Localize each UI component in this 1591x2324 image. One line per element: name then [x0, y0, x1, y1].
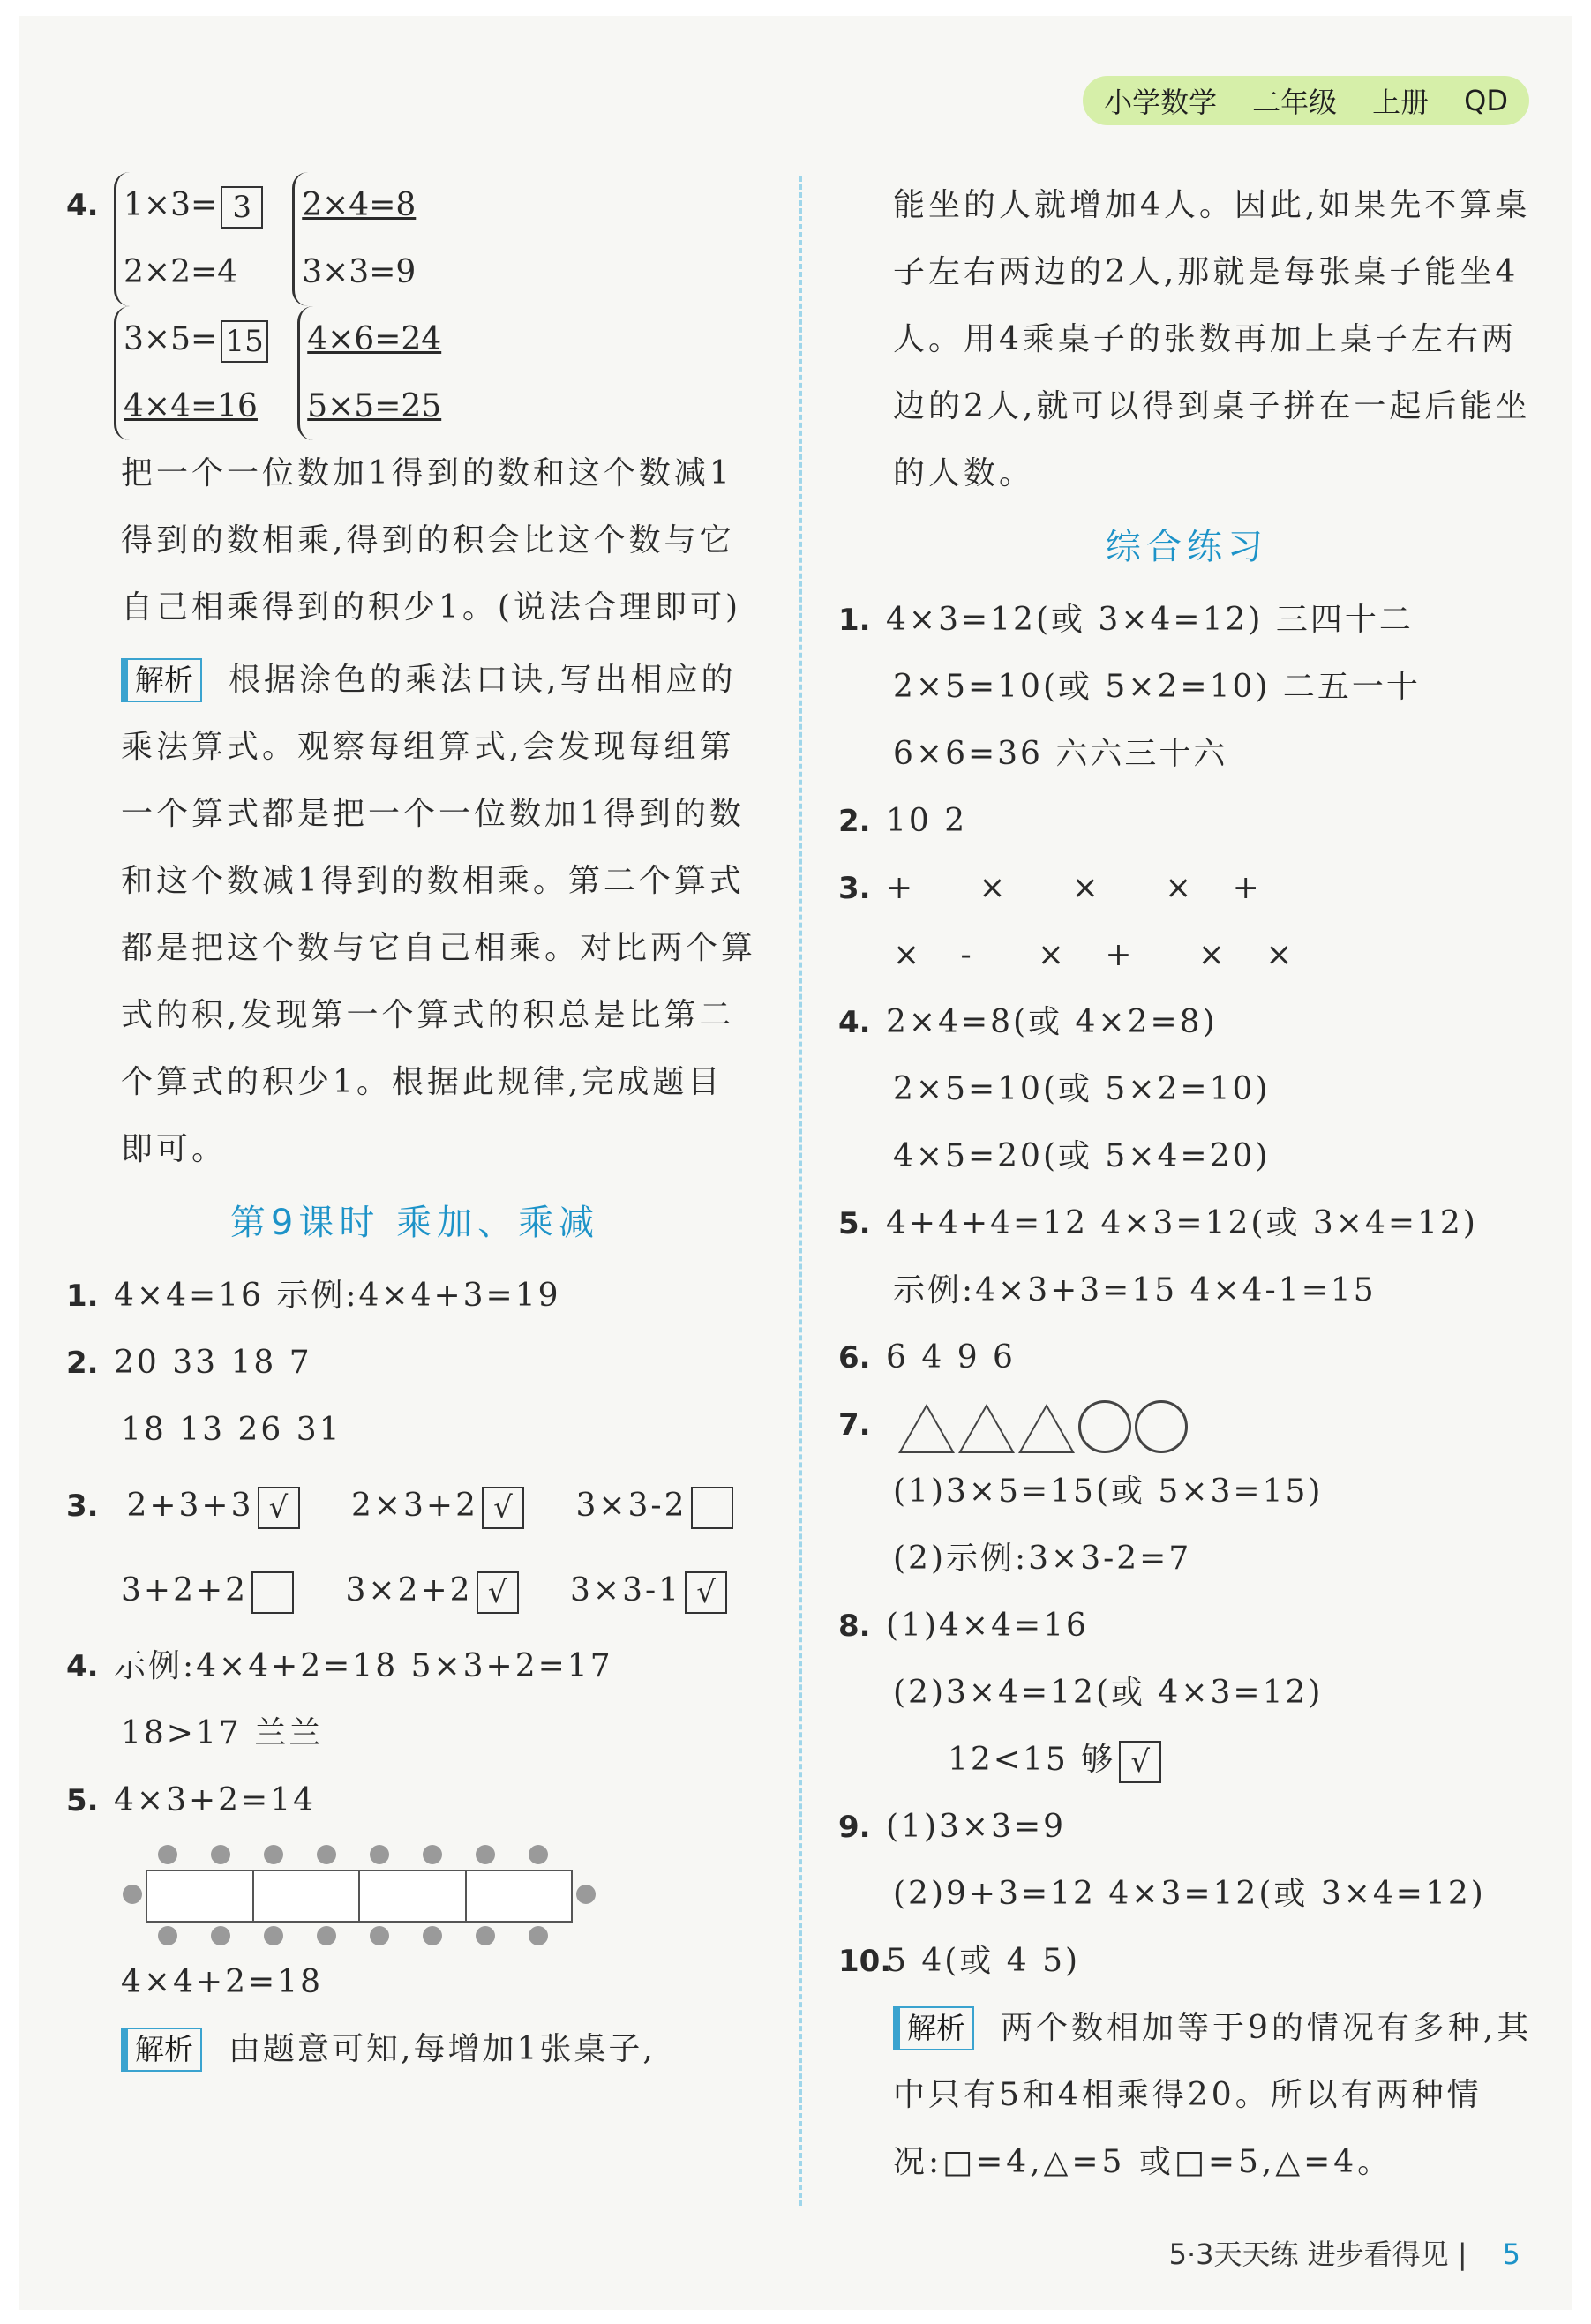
review-q7-line2: (2)示例:3×3-2=7 — [893, 1541, 1192, 1577]
seat-icon — [423, 1926, 442, 1945]
question-4-brackets — [66, 172, 763, 440]
seat-icon — [529, 1926, 548, 1945]
seat-icon — [370, 1926, 389, 1945]
analysis-tag: 解析 — [893, 2006, 974, 2050]
bracket-group-4: $\frac{4\times 6=24}{5\times 5=25}$ — [297, 306, 441, 440]
section-title-lesson9: 第9课时 乘加、乘减 — [229, 1203, 600, 1243]
review-q1: 1. 4×3=12(或 3×4=12) 三四十二 — [838, 602, 1414, 638]
review-q4: 4. 2×4=8(或 4×2=8) — [838, 1004, 1218, 1040]
question-number: 4. — [66, 188, 99, 223]
review-q10: 10.5 4(或 4 5) — [838, 1943, 1081, 1979]
review-q8-line3: 12<15 够 √ — [838, 1727, 1535, 1794]
footer-brand: 5·3天天练 进步看得见 | — [1168, 2238, 1467, 2271]
review-q3: 3. + × × × + — [838, 870, 1262, 906]
check-box: √ — [1119, 1741, 1161, 1783]
section-title-review: 综合练习 — [1106, 527, 1268, 567]
lesson9-q4: 4. 示例:4×4+2=18 5×3+2=17 — [66, 1648, 613, 1684]
seat-icon — [476, 1845, 495, 1864]
circle-icon — [1078, 1400, 1131, 1453]
seat-icon — [476, 1926, 495, 1945]
review-q7-line1: (1)3×5=15(或 5×3=15) — [893, 1473, 1324, 1510]
bracket-group-2: $\frac{2\times 4=8}{3\times 3=9}$ — [292, 172, 416, 306]
review-q4-line2: 2×5=10(或 5×2=10) — [893, 1071, 1271, 1107]
review-q5-line2: 示例:4×3+3=15 4×4-1=15 — [893, 1272, 1377, 1308]
check-box: √ — [482, 1487, 524, 1529]
edition-label: QD — [1464, 84, 1508, 117]
seat-icon — [529, 1845, 548, 1864]
check-box: √ — [685, 1571, 727, 1614]
review-q6: 6. 6 4 9 6 — [838, 1339, 1016, 1376]
review-q1-line2: 2×5=10(或 5×2=10) 二五一十 — [893, 669, 1421, 705]
lesson9-q5-row2: 4×4+2=18 — [121, 1964, 324, 2000]
header-banner — [1083, 76, 1529, 125]
circle-icon — [1135, 1400, 1188, 1453]
joined-tables — [146, 1870, 573, 1923]
shapes-figure — [898, 1400, 1188, 1453]
seat-icon — [317, 1845, 336, 1864]
page-footer — [1169, 2232, 1520, 2273]
review-q8-line2: (2)3×4=12(或 4×3=12) — [893, 1675, 1324, 1711]
seat-icon — [576, 1885, 596, 1904]
answer-box: 15 — [221, 320, 268, 363]
triangle-icon — [1018, 1404, 1075, 1453]
analysis-block-2: 解析 由题意可知,每增加1张桌子, — [66, 2016, 763, 2083]
seat-icon — [123, 1885, 142, 1904]
review-q3-line2: × - × + × × — [893, 937, 1295, 973]
seat-icon — [158, 1845, 177, 1864]
lesson9-q1: 1. 4×4=16 示例:4×4+3=19 — [66, 1278, 561, 1314]
analysis-block-3: 解析 两个数相加等于9的情况有多种,其中只有5和4相乘得20。所以有两种情况:□=4,△=5 或□=5,△=4。 — [893, 1995, 1537, 2196]
analysis-tag: 解析 — [121, 658, 202, 702]
review-q9: 9. (1)3×3=9 — [838, 1809, 1067, 1845]
review-q4-line3: 4×5=20(或 5×4=20) — [893, 1138, 1271, 1174]
check-box — [691, 1487, 733, 1529]
seat-icon — [211, 1845, 230, 1864]
seat-icon — [211, 1926, 230, 1945]
review-q1-line3: 6×6=36 六六三十六 — [893, 736, 1228, 772]
question-4-explanation: 把一个一位数加1得到的数和这个数减1得到的数相乘,得到的积会比这个数与它自己相乘得到的积少1。(说法合理即可) — [121, 455, 741, 626]
right-column — [838, 172, 1535, 2196]
left-column — [66, 172, 763, 2083]
lesson9-q3-row2: 3+2+2 3×2+2 √ 3×3-1 √ — [66, 1548, 763, 1633]
review-q5: 5. 4+4+4=12 4×3=12(或 3×4=12) — [838, 1205, 1478, 1241]
volume-label: 上册 — [1372, 86, 1430, 119]
seat-icon — [264, 1845, 283, 1864]
column-divider — [799, 176, 802, 2206]
page-number: 5 — [1502, 2238, 1520, 2271]
lesson9-q2: 2. 20 33 18 7 — [66, 1345, 312, 1381]
continued-explanation: 能坐的人就增加4人。因此,如果先不算桌子左右两边的2人,那就是每张桌子能坐4人。用4乘桌子的张数再加上桌子左右两边的2人,就可以得到桌子拼在一起后能坐的人数。 — [893, 187, 1531, 491]
review-q8: 8. (1)4×4=16 — [838, 1608, 1089, 1644]
subject-label: 小学数学 — [1104, 86, 1218, 119]
review-q7: 7. — [838, 1391, 1535, 1458]
seat-icon — [370, 1845, 389, 1864]
triangle-icon — [898, 1404, 955, 1453]
analysis-tag: 解析 — [121, 2028, 202, 2072]
review-q9-line2: (2)9+3=12 4×3=12(或 3×4=12) — [893, 1876, 1486, 1912]
seat-icon — [423, 1845, 442, 1864]
check-box: √ — [258, 1487, 300, 1529]
lesson9-q2-row2: 18 13 26 31 — [121, 1412, 342, 1448]
lesson9-q5: 5. 4×3+2=14 — [66, 1782, 317, 1818]
lesson9-q4-row2: 18>17 兰兰 — [121, 1715, 324, 1751]
lesson9-q3-row1: 3. 2+3+3 √ 2×3+2 √ 3×3-2 — [66, 1464, 763, 1548]
bracket-group-1: 1×3= 3 2×2=4 — [114, 172, 266, 306]
seat-icon — [158, 1926, 177, 1945]
analysis-block-1: 解析 根据涂色的乘法口诀,写出相应的乘法算式。观察每组算式,会发现每组第一个算式都是把一个一位数加1得到的数和这个数减1得到的数相乘。第二个算式都是把这个数与它自己相乘。对比两个算式的积,发现第一个算式的积总是比第二个算式的积少1。根据此规律,完成题目即可。 — [121, 647, 756, 1183]
review-q2: 2. 10 2 — [838, 803, 968, 839]
check-box: √ — [477, 1571, 519, 1614]
seat-icon — [317, 1926, 336, 1945]
triangle-icon — [958, 1404, 1015, 1453]
check-box — [251, 1571, 294, 1614]
seat-icon — [264, 1926, 283, 1945]
table-seating-figure — [121, 1834, 763, 1949]
answer-box: 3 — [221, 186, 263, 229]
grade-label: 二年级 — [1252, 86, 1338, 119]
bracket-group-3: 3×5= 15 4×4=16 — [114, 306, 272, 440]
